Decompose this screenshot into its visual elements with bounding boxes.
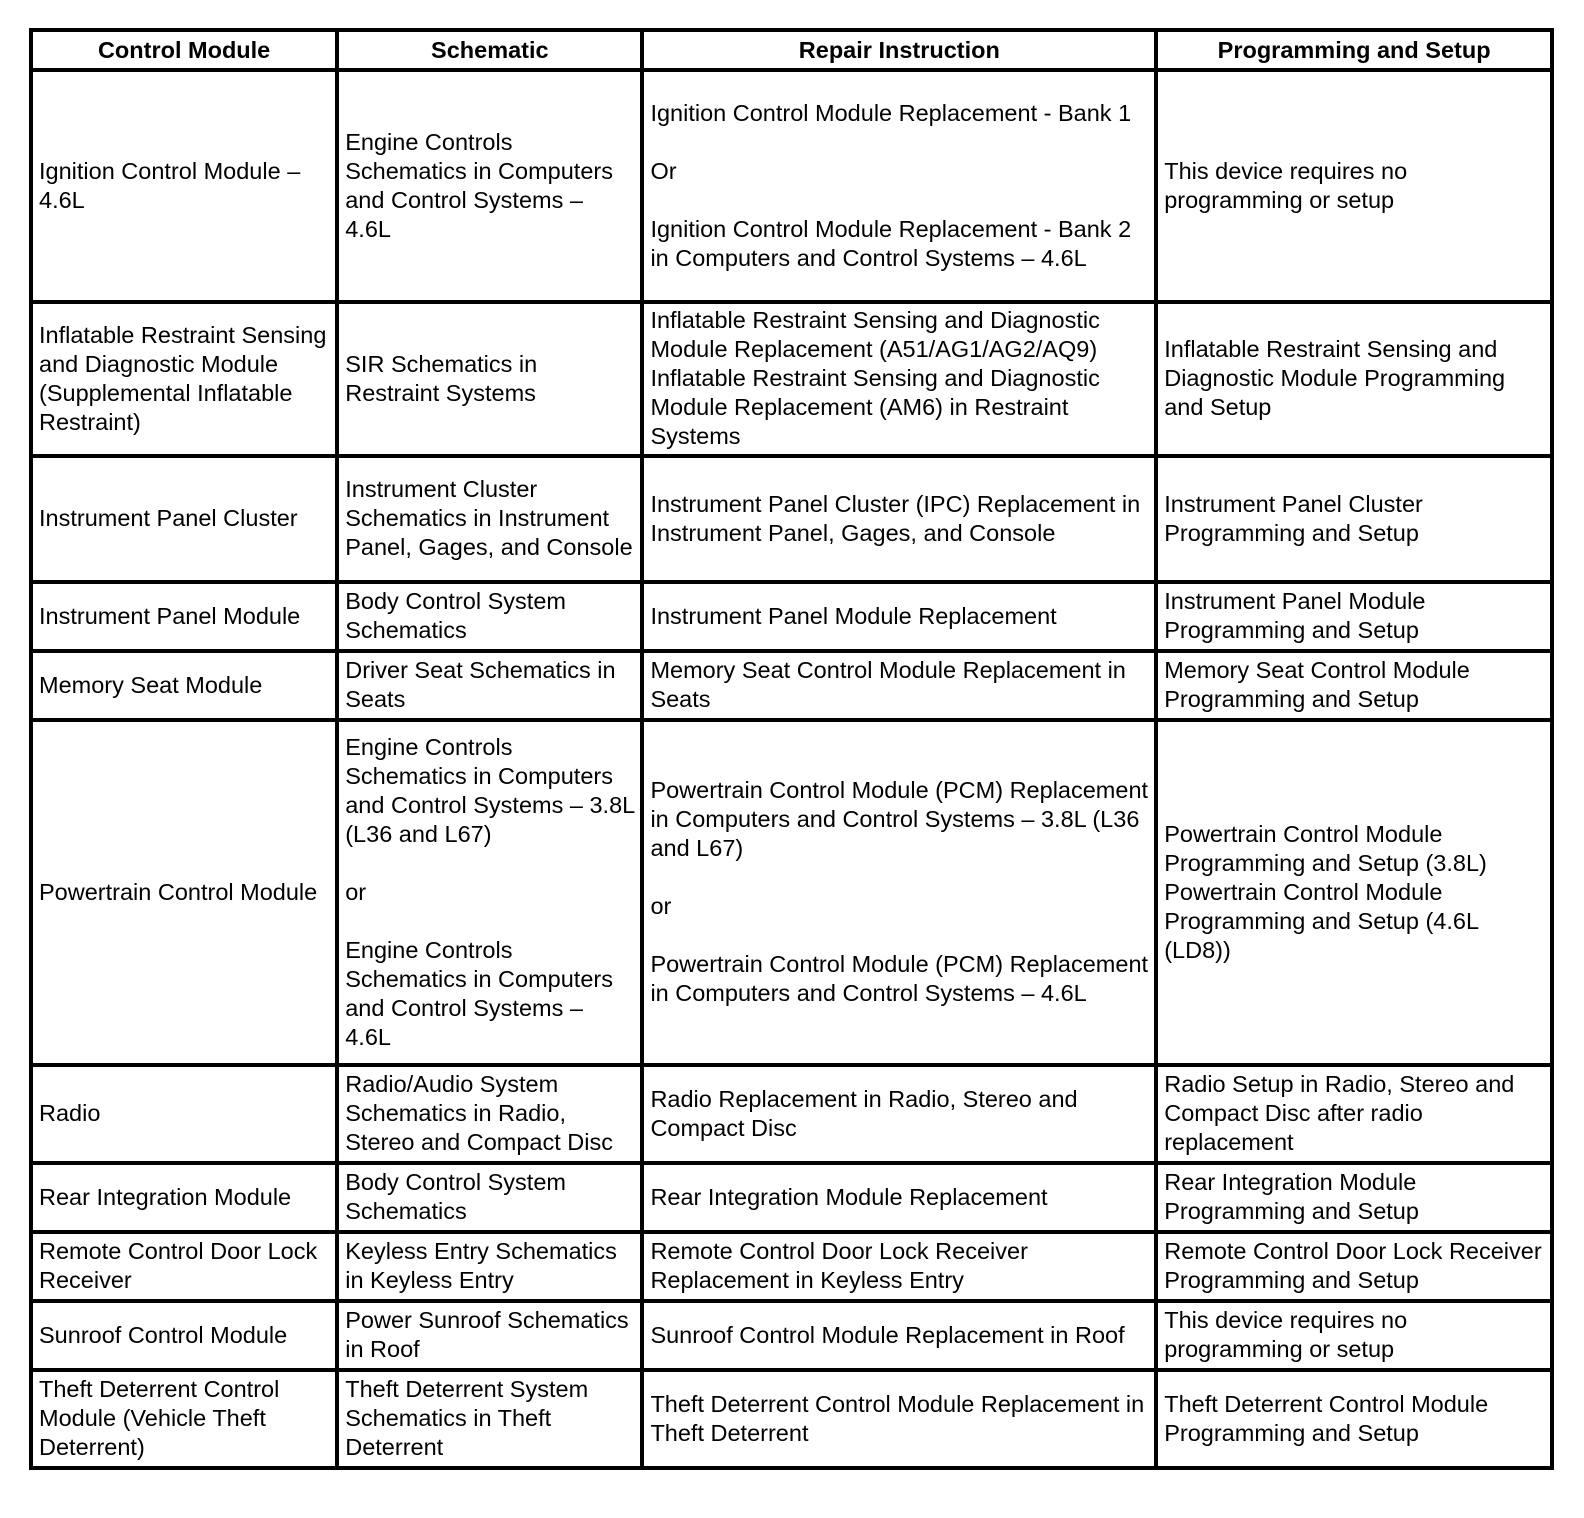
cell-module xyxy=(31,70,337,302)
cell-repair-text xyxy=(650,921,1148,950)
cell-module xyxy=(31,582,337,651)
cell-repair xyxy=(642,1232,1156,1301)
cell-repair xyxy=(642,651,1156,720)
cell-module-text: Memory Seat Module xyxy=(39,671,263,698)
cell-repair-text: Radio Replacement in Radio, Stereo and Compact Disc xyxy=(650,1085,1078,1141)
cell-schematic-text: Engine Controls Schematics in Computers and Control Systems – 3.8L (L36 and L67) xyxy=(345,733,635,847)
cell-programming-text: Powertrain Control Module Programming and Setup (4.6L (LD8)) xyxy=(1164,878,1479,963)
cell-module xyxy=(31,1065,337,1163)
header-repair-instruction: Repair Instruction xyxy=(642,30,1156,70)
cell-module-text: Rear Integration Module xyxy=(39,1183,292,1210)
header-programming-and-setup: Programming and Setup xyxy=(1156,30,1552,70)
cell-repair-text: Instrument Panel Cluster (IPC) Replacement in Instrument Panel, Gages, and Console xyxy=(650,490,1141,546)
cell-module xyxy=(31,651,337,720)
cell-programming xyxy=(1156,1301,1552,1370)
cell-schematic xyxy=(337,70,642,302)
cell-schematic-text: Driver Seat Schematics in Seats xyxy=(345,657,616,712)
cell-schematic-text: Radio/Audio System Schematics in Radio, Stereo and Compact Disc xyxy=(345,1071,613,1155)
cell-module xyxy=(31,1370,337,1468)
cell-programming xyxy=(1156,1163,1552,1232)
cell-schematic xyxy=(337,1370,642,1468)
cell-repair xyxy=(642,1370,1156,1468)
table-row xyxy=(31,582,1552,651)
cell-repair xyxy=(642,582,1156,651)
cell-repair xyxy=(642,456,1156,582)
cell-module xyxy=(31,302,337,456)
cell-schematic-text xyxy=(345,907,634,936)
table-row xyxy=(31,1065,1552,1163)
cell-module-text: Instrument Panel Cluster xyxy=(39,505,298,531)
table-row xyxy=(31,302,1552,456)
cell-programming xyxy=(1156,302,1552,456)
cell-schematic-text: SIR Schematics in Restraint Systems xyxy=(345,350,538,406)
cell-programming-text: Remote Control Door Lock Receiver Programming and Setup xyxy=(1164,1238,1542,1293)
cell-programming xyxy=(1156,582,1552,651)
cell-schematic-text: Theft Deterrent System Schematics in Theft Deterrent xyxy=(345,1376,589,1460)
cell-module-text: Remote Control Door Lock Receiver xyxy=(39,1238,318,1293)
table-row xyxy=(31,70,1552,302)
table-row xyxy=(31,1232,1552,1301)
cell-schematic-text: Engine Controls Schematics in Computers and Control Systems – 4.6L xyxy=(345,936,613,1050)
cell-repair-text: Sunroof Control Module Replacement in Roof xyxy=(650,1321,1125,1348)
table-row xyxy=(31,1163,1552,1232)
control-module-table xyxy=(29,28,1554,1470)
cell-schematic xyxy=(337,302,642,456)
cell-schematic xyxy=(337,651,642,720)
cell-module xyxy=(31,720,337,1065)
cell-schematic xyxy=(337,1163,642,1232)
cell-repair xyxy=(642,70,1156,302)
table-row xyxy=(31,1301,1552,1370)
cell-schematic xyxy=(337,720,642,1065)
cell-repair-text: Ignition Control Module Replacement - Bank 1 xyxy=(650,99,1132,126)
cell-repair-text: or xyxy=(650,893,672,919)
cell-module xyxy=(31,1163,337,1232)
table-row xyxy=(31,456,1552,582)
cell-repair xyxy=(642,1065,1156,1163)
cell-schematic xyxy=(337,1301,642,1370)
cell-programming xyxy=(1156,1232,1552,1301)
cell-programming-text: This device requires no programming or setup xyxy=(1164,157,1408,213)
cell-repair-text: Powertrain Control Module (PCM) Replacement in Computers and Control Systems – 3.8L (L36 and L67) xyxy=(650,777,1149,861)
cell-schematic-text: or xyxy=(345,878,367,905)
cell-repair-text: Remote Control Door Lock Receiver Replacement in Keyless Entry xyxy=(650,1238,1028,1293)
cell-schematic xyxy=(337,1232,642,1301)
cell-module-text: Theft Deterrent Control Module (Vehicle Theft Deterrent) xyxy=(39,1376,280,1460)
cell-programming-text: Memory Seat Control Module Programming and Setup xyxy=(1164,657,1470,712)
cell-module xyxy=(31,456,337,582)
cell-repair xyxy=(642,1163,1156,1232)
cell-schematic xyxy=(337,456,642,582)
cell-programming-text: Theft Deterrent Control Module Programming and Setup xyxy=(1164,1390,1489,1446)
cell-module-text: Instrument Panel Module xyxy=(39,602,301,629)
cell-repair-text: Or xyxy=(650,157,677,184)
header-control-module: Control Module xyxy=(31,30,337,70)
cell-repair-text: Rear Integration Module Replacement xyxy=(650,1183,1048,1210)
cell-schematic-text xyxy=(345,849,634,878)
header-row xyxy=(31,30,1552,70)
cell-programming-text: Instrument Panel Cluster Programming and Setup xyxy=(1164,490,1423,546)
cell-schematic-text: Body Control System Schematics xyxy=(345,1169,566,1224)
document-page xyxy=(29,28,1554,1470)
cell-repair-text xyxy=(650,186,1148,215)
cell-schematic-text: Keyless Entry Schematics in Keyless Entry xyxy=(345,1238,617,1293)
cell-repair-text: Instrument Panel Module Replacement xyxy=(650,602,1057,629)
cell-repair-text: Inflatable Restraint Sensing and Diagnostic Module Replacement (AM6) in Restraint Systems xyxy=(650,365,1100,449)
table-row xyxy=(31,651,1552,720)
cell-repair xyxy=(642,302,1156,456)
table-row xyxy=(31,1370,1552,1468)
cell-module-text: Powertrain Control Module xyxy=(39,878,318,905)
cell-repair xyxy=(642,1301,1156,1370)
cell-schematic-text: Instrument Cluster Schematics in Instrument Panel, Gages, and Console xyxy=(345,476,633,560)
cell-repair-text: Theft Deterrent Control Module Replacement in Theft Deterrent xyxy=(650,1390,1145,1446)
cell-repair-text: Powertrain Control Module (PCM) Replacement in Computers and Control Systems – 4.6L xyxy=(650,951,1149,1006)
table-body xyxy=(31,70,1552,1468)
cell-module-text: Inflatable Restraint Sensing and Diagnostic Module (Supplemental Inflatable Restraint) xyxy=(39,321,327,435)
cell-programming xyxy=(1156,1065,1552,1163)
cell-schematic xyxy=(337,1065,642,1163)
cell-repair-text: Inflatable Restraint Sensing and Diagnostic Module Replacement (A51/AG1/AG2/AQ9) xyxy=(650,307,1100,362)
cell-programming-text: This device requires no programming or setup xyxy=(1164,1307,1408,1362)
cell-programming xyxy=(1156,70,1552,302)
cell-repair-text: Memory Seat Control Module Replacement in Seats xyxy=(650,657,1126,712)
cell-repair-text xyxy=(650,863,1148,892)
cell-module-text: Radio xyxy=(39,1100,101,1126)
cell-programming-text: Radio Setup in Radio, Stereo and Compact Disc after radio replacement xyxy=(1164,1071,1515,1155)
cell-schematic-text: Engine Controls Schematics in Computers and Control Systems – 4.6L xyxy=(345,128,613,242)
cell-repair-text xyxy=(650,128,1148,157)
cell-programming xyxy=(1156,720,1552,1065)
cell-programming-text: Rear Integration Module Programming and Setup xyxy=(1164,1169,1419,1224)
cell-programming-text: Instrument Panel Module Programming and Setup xyxy=(1164,588,1426,643)
cell-schematic-text: Power Sunroof Schematics in Roof xyxy=(345,1307,629,1362)
cell-module-text: Ignition Control Module – 4.6L xyxy=(39,157,301,213)
cell-programming xyxy=(1156,1370,1552,1468)
cell-module-text: Sunroof Control Module xyxy=(39,1321,288,1348)
cell-module xyxy=(31,1301,337,1370)
header-schematic: Schematic xyxy=(337,30,642,70)
cell-module xyxy=(31,1232,337,1301)
cell-programming-text: Powertrain Control Module Programming and Setup (3.8L) xyxy=(1164,820,1487,876)
cell-programming xyxy=(1156,456,1552,582)
cell-programming xyxy=(1156,651,1552,720)
cell-schematic xyxy=(337,582,642,651)
cell-repair-text: Ignition Control Module Replacement - Bank 2 in Computers and Control Systems – 4.6L xyxy=(650,215,1132,271)
table-row xyxy=(31,720,1552,1065)
cell-repair xyxy=(642,720,1156,1065)
cell-programming-text: Inflatable Restraint Sensing and Diagnostic Module Programming and Setup xyxy=(1164,336,1506,420)
cell-schematic-text: Body Control System Schematics xyxy=(345,588,566,643)
